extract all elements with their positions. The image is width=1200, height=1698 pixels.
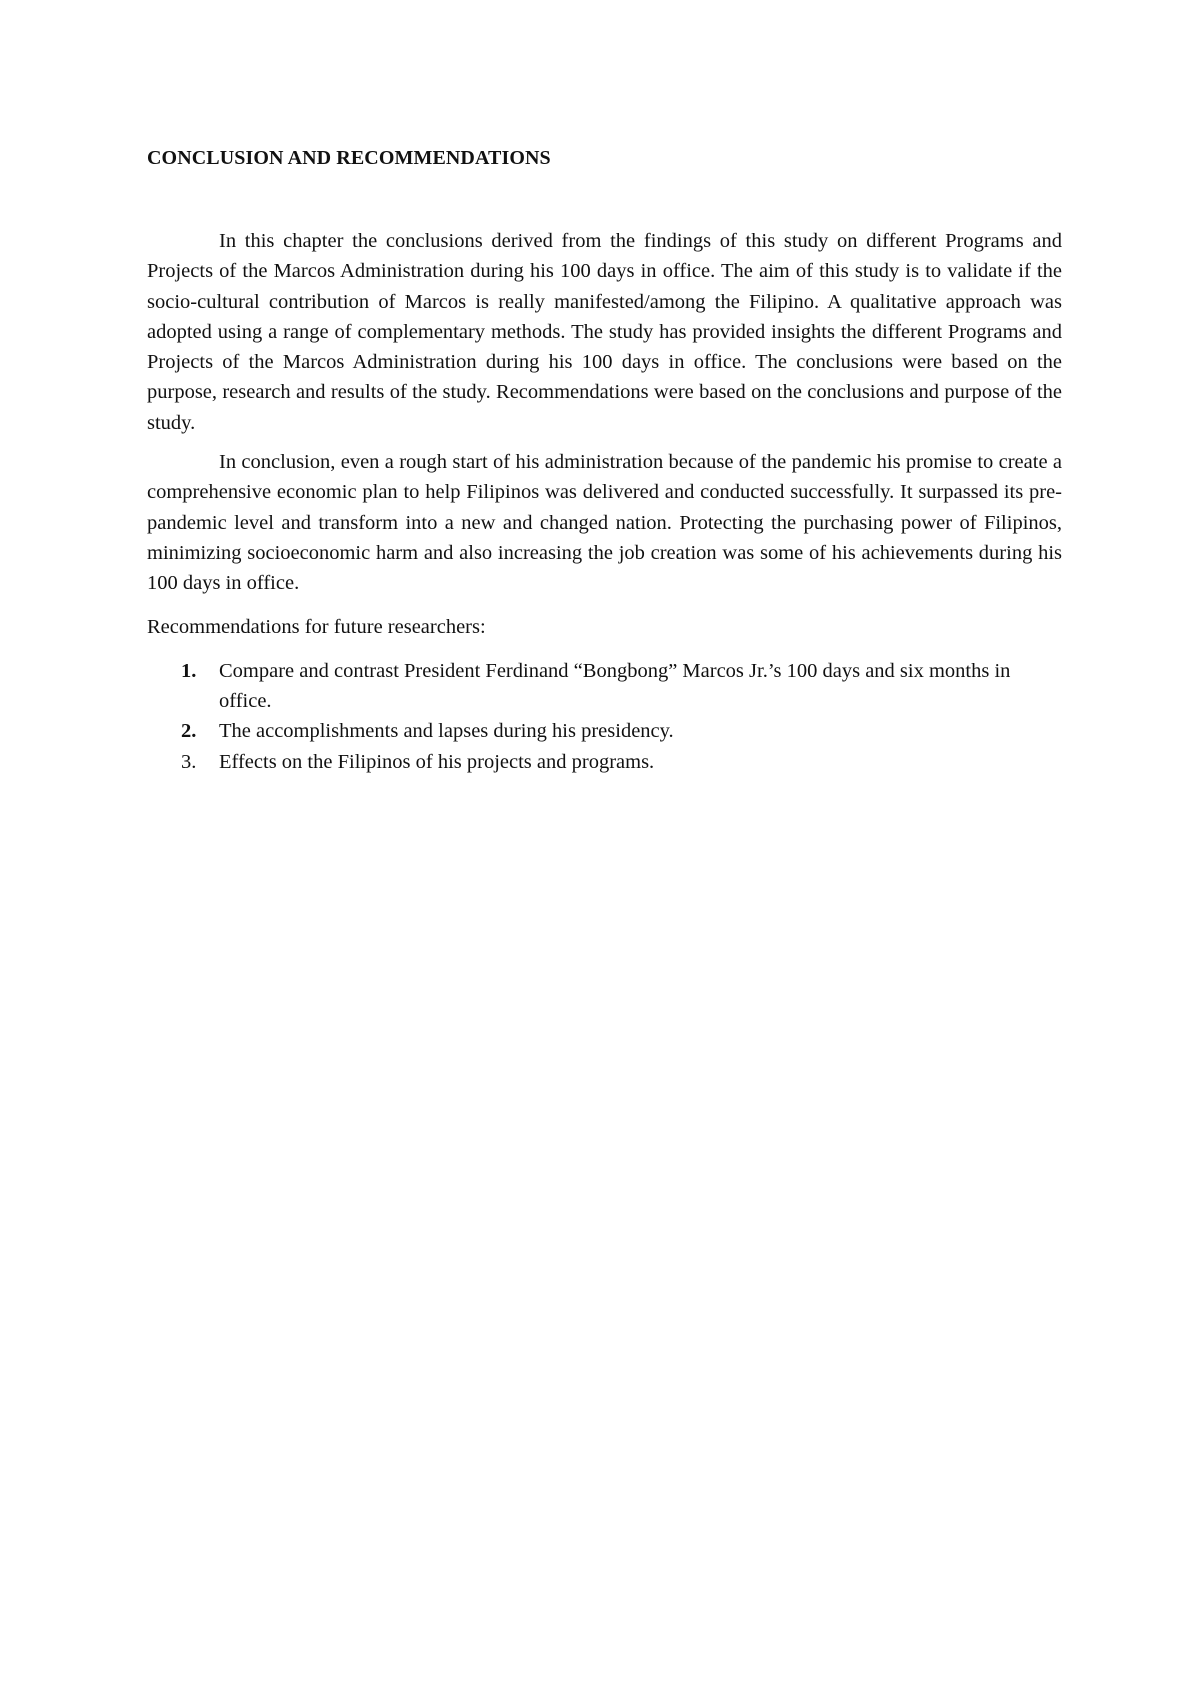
recommendation-number: 3.: [181, 750, 197, 773]
section-heading: CONCLUSION AND RECOMMENDATIONS: [147, 147, 551, 169]
recommendation-item: [147, 656, 1062, 717]
recommendation-text: The accomplishments and lapses during his presidency.: [219, 720, 674, 743]
recommendation-item: [147, 716, 1062, 746]
document-body: [147, 146, 1062, 777]
recommendation-number: 1.: [181, 659, 197, 682]
recommendation-item: [147, 747, 1062, 777]
recommendation-text: Compare and contrast President Ferdinand “Bongbong” Marcos Jr.’s 100 days and six months in office.: [219, 659, 1011, 713]
recommendation-text: Effects on the Filipinos of his projects and programs.: [219, 750, 655, 773]
paragraph-conclusion: In conclusion, even a rough start of his administration because of the pandemic his promise to create a comprehensive economic plan to help Filipinos was delivered and conducted successfully. It surpassed its pre-pandemic level and transform into a new and changed nation. Protecting the purchasing power of Filipinos, minimizing socioeconomic harm and also increasing the job creation was some of his achievements during his 100 days in office.: [147, 451, 1062, 595]
recommendations-heading: Recommendations for future researchers:: [147, 615, 486, 638]
paragraph-intro: In this chapter the conclusions derived from the findings of this study on different Programs and Projects of the Marcos Administration during his 100 days in office. The aim of this study is to validate if the socio-cultural contribution of Marcos is really manifested/among the Filipino. A qualitative approach was adopted using a range of complementary methods. The study has provided insights the different Programs and Projects of the Marcos Administration during his 100 days in office. The conclusions were based on the purpose, research and results of the study. Recommendations were based on the conclusions and purpose of the study.: [147, 230, 1062, 434]
recommendations-list: [147, 656, 1062, 777]
recommendation-number: 2.: [181, 720, 197, 743]
